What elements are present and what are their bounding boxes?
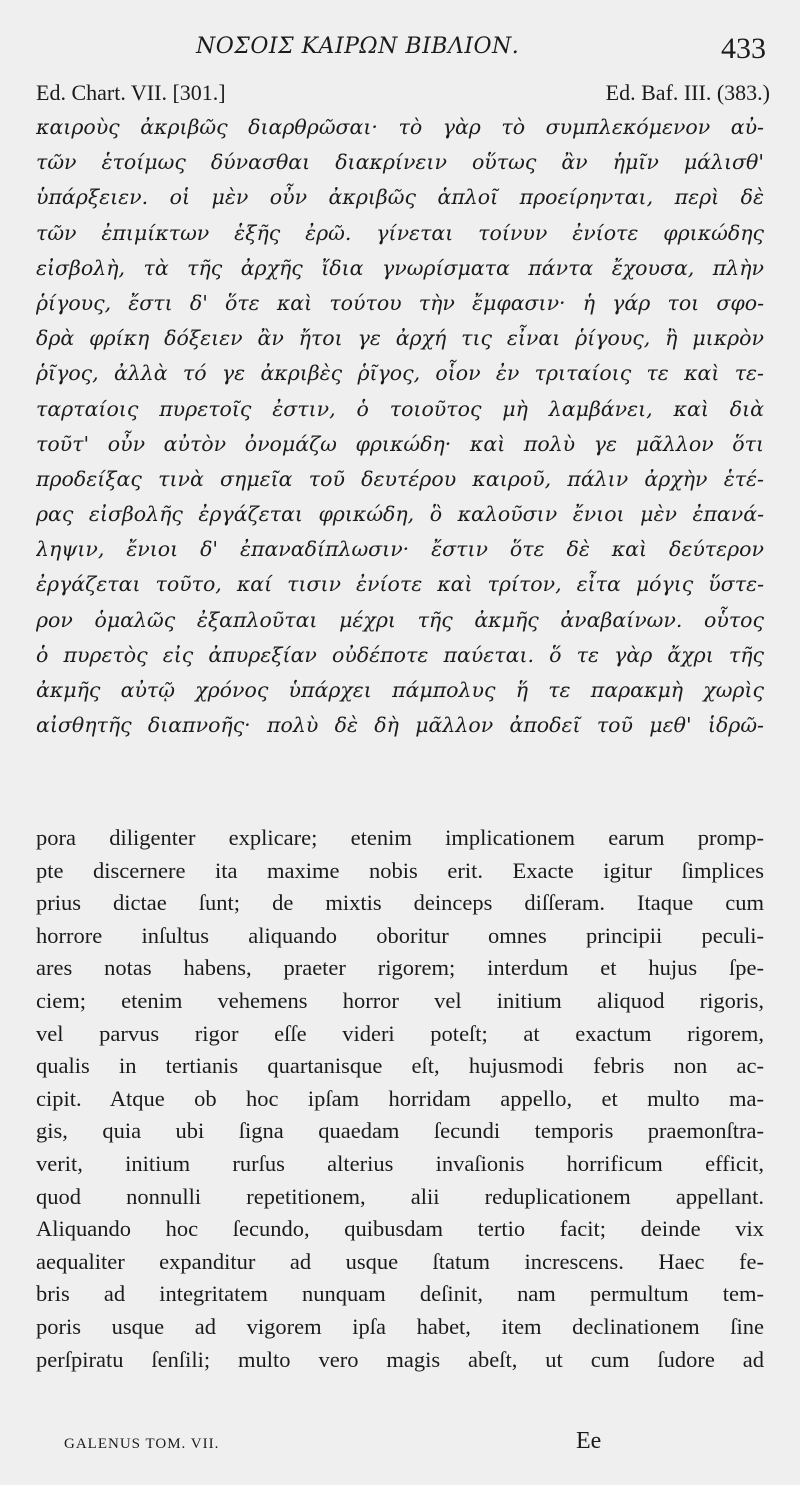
greek-line: ῥίγους, ἔστι δ' ὅτε καὶ τούτου τὴν ἔμφασιν· ἡ γάρ τοι σφο-	[36, 290, 764, 315]
latin-line: bris ad integritatem nunquam deſinit, nam permultum tem-	[36, 1281, 764, 1307]
latin-line: qualis in tertianis quartanisque eſt, hujusmodi febris non ac-	[36, 1053, 764, 1079]
latin-line: prius dictae ſunt; de mixtis deinceps diſſeram. Itaque cum	[36, 890, 764, 916]
greek-line: προδείξας τινὰ σημεῖα τοῦ δευτέρου καιροῦ, πάλιν ἀρχὴν ἑτέ-	[36, 466, 764, 491]
latin-line: perſpiratu ſenſili; multo vero magis abeſt, ut cum ſudore ad	[36, 1346, 764, 1372]
signature-mark: Ee	[576, 1428, 602, 1454]
greek-line: τῶν ἑτοίμως δύνασθαι διακρίνειν οὕτως ἂν ἡμῖν μάλισθ'	[36, 150, 764, 175]
latin-line: gis, quia ubi ſigna quaedam ſecundi temporis praemonſtra-	[36, 1118, 764, 1144]
greek-line: ἀκμῆς αὐτῷ χρόνος ὑπάρχει πάμπολυς ἥ τε παρακμὴ χωρὶς	[36, 678, 764, 702]
latin-line: cipit. Atque ob hoc ipſam horridam appello, et multo ma-	[36, 1085, 764, 1111]
greek-line: ρας εἰσβολῆς ἐργάζεται φρικώδη, ὃ καλοῦσιν ἔνιοι μὲν ἐπανά-	[36, 502, 764, 527]
greek-line: ρον ὁμαλῶς ἐξαπλοῦται μέχρι τῆς ἀκμῆς ἀναβαίνων. οὗτος	[36, 607, 764, 632]
greek-line: ἐργάζεται τοῦτο, καί τισιν ἐνίοτε καὶ τρίτον, εἶτα μόγις ὕστε-	[36, 572, 764, 597]
greek-line: ὑπάρξειεν. οἱ μὲν οὖν ἀκριβῶς ἁπλοῖ προείρηνται, περὶ δὲ	[36, 185, 764, 210]
latin-line: horrore inſultus aliquando oboritur omnes principii peculi-	[36, 922, 764, 948]
edition-right: Ed. Baf. III. (383.)	[605, 80, 770, 105]
greek-line: αἰσθητῆς διαπνοῆς· πολὺ δὲ δὴ μᾶλλον ἀποδεῖ τοῦ μεθ' ἱδρῶ-	[36, 713, 764, 738]
greek-line: ῥῖγος, ἀλλὰ τό γε ἀκριβὲς ῥῖγος, οἷον ἐν τριταίοις τε καὶ τε-	[36, 361, 764, 386]
greek-line: τοῦτ' οὖν αὐτὸν ὀνομάζω φρικώδη· καὶ πολὺ γε μᾶλλον ὅτι	[36, 431, 764, 456]
edition-references	[36, 80, 770, 110]
greek-line: δρὰ φρίκη δόξειεν ἂν ἤτοι γε ἀρχή τις εἶναι ῥίγους, ἢ μικρὸν	[36, 326, 764, 351]
latin-line: ciem; etenim vehemens horror vel initium aliquod rigoris,	[36, 987, 764, 1013]
latin-line: pte discernere ita maxime nobis erit. Exacte igitur ſimplices	[36, 857, 764, 883]
edition-left: Ed. Chart. VII. [301.]	[36, 80, 226, 105]
latin-line: poris usque ad vigorem ipſa habet, item declinationem ſine	[36, 1313, 764, 1339]
latin-line: quod nonnulli repetitionem, alii reduplicationem appellant.	[36, 1183, 764, 1209]
greek-line: καιροὺς ἀκριβῶς διαρθρῶσαι· τὸ γὰρ τὸ συμπλεκόμενον αὐ-	[36, 115, 764, 139]
greek-line: ὁ πυρετὸς εἰς ἀπυρεξίαν οὐδέποτε παύεται. ὅ τε γὰρ ἄχρι τῆς	[36, 642, 764, 667]
latin-line: ares notas habens, praeter rigorem; interdum et hujus ſpe-	[36, 955, 764, 981]
page-number: 433	[721, 32, 766, 65]
page-header	[36, 30, 770, 70]
latin-line: verit, initium rurſus alterius invaſionis horrificum efficit,	[36, 1150, 764, 1176]
latin-line: Aliquando hoc ſecundo, quibusdam tertio facit; deinde vix	[36, 1216, 764, 1242]
signature-left: GALENUS TOM. VII.	[64, 1436, 220, 1452]
latin-line: vel parvus rigor eſſe videri poteſt; at exactum rigorem,	[36, 1020, 764, 1046]
running-title: ΝΟΣΟΙΣ ΚΑΙΡΩΝ ΒΙΒΛΙΟΝ.	[196, 34, 520, 59]
latin-line: pora diligenter explicare; etenim implicationem earum promp-	[36, 825, 764, 850]
greek-line: τῶν ἐπιμίκτων ἑξῆς ἐρῶ. γίνεται τοίνυν ἐνίοτε φρικώδης	[36, 220, 764, 245]
greek-line: ταρταίοις πυρετοῖς ἐστιν, ὁ τοιοῦτος μὴ λαμβάνει, καὶ διὰ	[36, 396, 764, 421]
page-footer	[36, 1428, 764, 1464]
greek-line: εἰσβολὴ, τὰ τῆς ἀρχῆς ἴδια γνωρίσματα πάντα ἔχουσα, πλὴν	[36, 255, 764, 280]
greek-text-block	[36, 110, 764, 743]
greek-line: ληψιν, ἔνιοι δ' ἐπαναδίπλωσιν· ἔστιν ὅτε δὲ καὶ δεύτερον	[36, 537, 764, 562]
latin-text-block	[36, 822, 764, 1376]
latin-line: aequaliter expanditur ad usque ſtatum increscens. Haec fe-	[36, 1248, 764, 1274]
